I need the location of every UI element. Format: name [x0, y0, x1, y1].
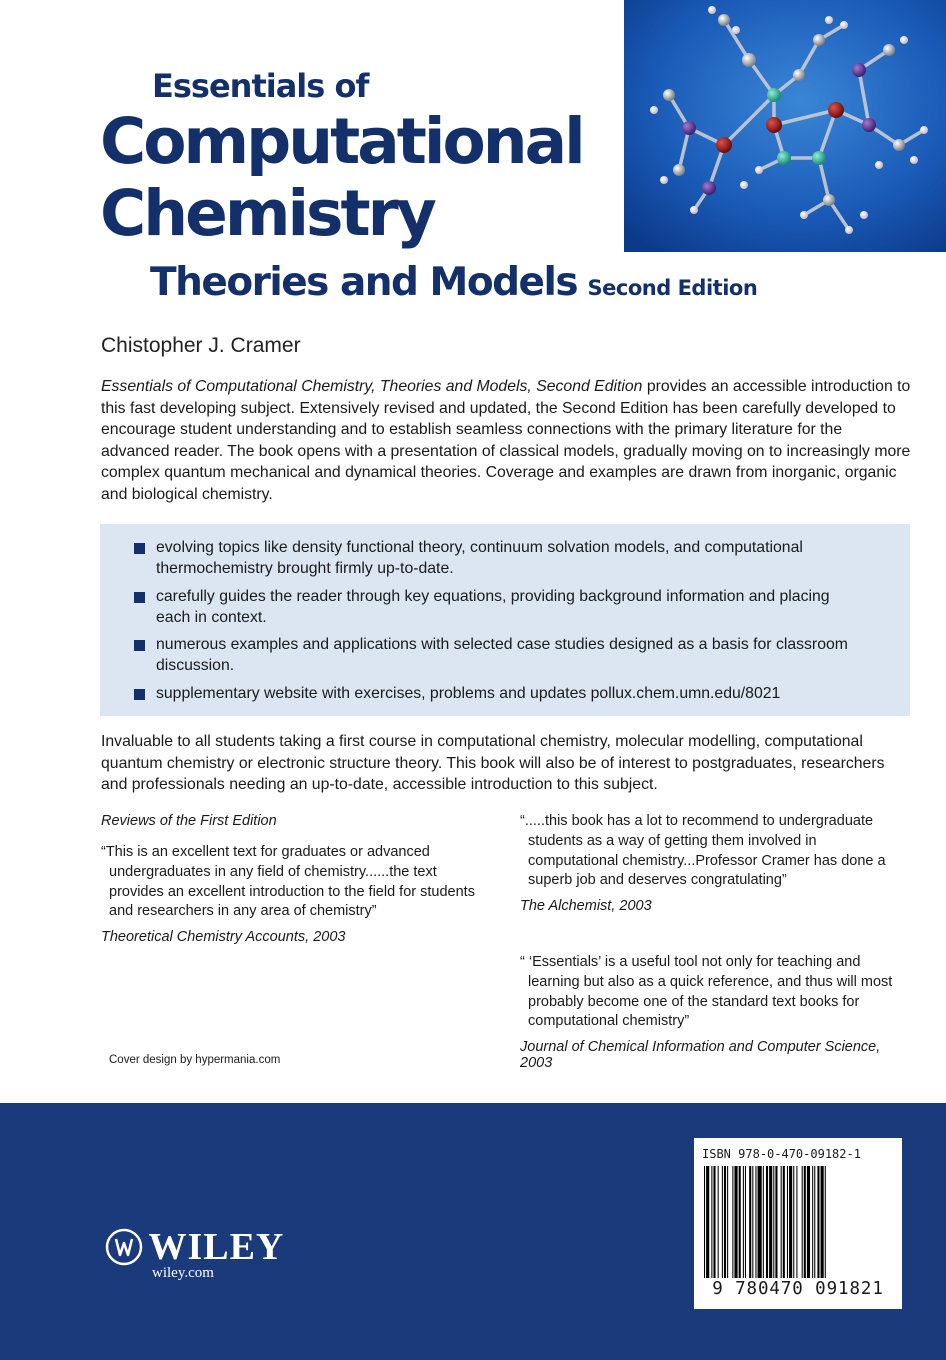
reviews-heading: Reviews of the First Edition — [101, 813, 277, 829]
review-quote: “This is an excellent text for graduates or advanced undergraduates in any field of chemistry......the text provides an excellent introduction to the field for students and researchers in any area of chemistry” — [101, 844, 475, 920]
description-text: provides an accessible introduction to this fast developing subject. Extensively revised and updated, the Second Edition has been carefully developed to encourage student understanding and to establish seamless connections with the primary literature for the advanced reader. The book opens with a presentation of classical models, gradually moving on to increasingly more complex quantum mechanical and dynamical theories. Coverage and examples are drawn from inorganic, organic and biological chemistry. — [101, 378, 911, 503]
cover-credit: Cover design by hypermania.com — [109, 1054, 281, 1066]
description — [101, 376, 911, 506]
barcode-box — [694, 1138, 902, 1309]
review-item — [101, 843, 481, 945]
edition: Second Edition — [587, 276, 758, 300]
review-item — [520, 812, 910, 914]
bullet-square-icon — [134, 640, 145, 651]
review-source: Journal of Chemical Information and Computer Science, 2003 — [520, 1039, 881, 1072]
publisher-name: WILEY — [148, 1226, 285, 1268]
bullet-square-icon — [134, 689, 145, 700]
molecule-icon — [624, 0, 946, 252]
subtitle: Theories and Models — [150, 260, 578, 305]
wiley-seal-icon — [104, 1227, 144, 1267]
title-line-3: Chemistry — [100, 177, 434, 250]
features-panel — [100, 524, 910, 716]
wiley-logo — [104, 1225, 284, 1282]
feature-item: supplementary website with exercises, problems and updates pollux.chem.umn.edu/8021 — [134, 683, 856, 704]
barcode-icon — [704, 1166, 892, 1278]
author: Chistopher J. Cramer — [101, 334, 301, 357]
feature-item: carefully guides the reader through key equations, providing background information and placing each in context. — [134, 586, 856, 628]
publisher-url: wiley.com — [152, 1265, 214, 1281]
molecule-illustration — [624, 0, 946, 252]
review-source: Theoretical Chemistry Accounts, 2003 — [101, 929, 346, 946]
subtitle-row — [150, 260, 758, 305]
title-block — [100, 66, 758, 305]
isbn-label: ISBN 978-0-470-09182-1 — [702, 1147, 861, 1161]
review-item — [520, 953, 910, 1071]
title-line-1: Essentials of — [152, 67, 369, 105]
review-quote: “ ‘Essentials’ is a useful tool not only for teaching and learning but also as a quick reference, and thus will most probably become one of the standard text books for computational chemistry” — [520, 954, 893, 1030]
feature-item: numerous examples and applications with selected case studies designed as a basis for classroom discussion. — [134, 634, 856, 676]
review-source: The Alchemist, 2003 — [520, 898, 652, 915]
barcode-digits: 9 780470 091821 — [712, 1279, 884, 1299]
audience-paragraph: Invaluable to all students taking a first course in computational chemistry, molecular modelling, computational quantum chemistry or electronic structure theory. This book will also be of interest to postgraduates, researchers and professionals needing an up-to-date, accessible introduction to this subject. — [101, 733, 885, 794]
bullet-square-icon — [134, 543, 145, 554]
bullet-square-icon — [134, 592, 145, 603]
feature-item: evolving topics like density functional theory, continuum solvation models, and computational thermochemistry brought firmly up-to-date. — [134, 537, 856, 579]
description-book-title: Essentials of Computational Chemistry, Theories and Models, Second Edition — [101, 378, 643, 395]
title-line-2: Computational — [100, 105, 583, 178]
features-list — [100, 524, 910, 704]
review-quote: “.....this book has a lot to recommend to undergraduate students as a way of getting them involved in computational chemistry...Professor Cramer has done a superb job and deserves congratulating” — [520, 813, 886, 889]
